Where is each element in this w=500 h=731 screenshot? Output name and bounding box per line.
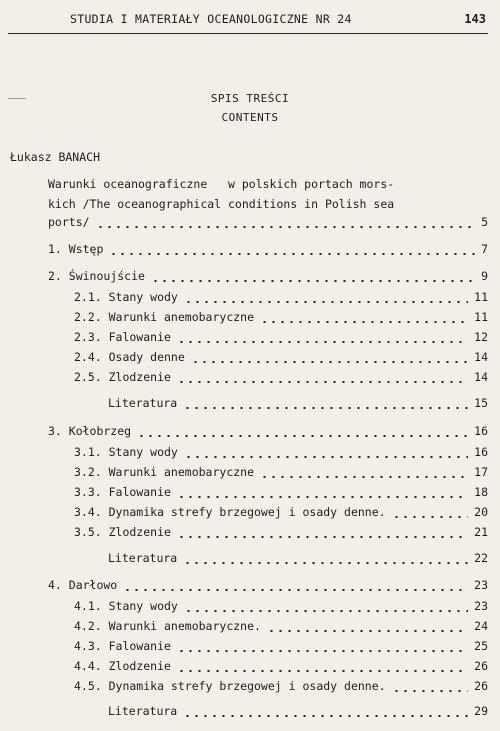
toc-entry-literatura [108,396,488,412]
article-title-line: kich /The oceanographical conditions in Polish sea [48,197,395,211]
dot-leader [267,630,468,632]
toc-entry-page: 22 [470,551,488,565]
dot-leader [191,361,468,363]
toc-entry-label: 3. Kołobrzeg [48,424,132,438]
toc-entry-label: 2. Świnoujście [48,269,145,283]
dot-leader [177,670,468,672]
toc-subsection [74,639,488,655]
dot-leader [392,516,468,518]
toc-entry-page: 9 [477,269,488,283]
toc-entry-page: 15 [470,396,488,410]
article-title-line: Warunki oceanograficzne w polskich portach mors- [48,177,395,191]
toc-entry-page: 11 [470,310,488,324]
toc-subsection [74,370,488,386]
toc-entry-label: 2.4. Osady denne [74,350,185,364]
dot-leader [137,435,468,437]
dot-leader [177,536,468,538]
dot-leader [96,226,475,228]
dot-leader [260,476,468,478]
toc-entry-label: 3.5. Zlodzenie [74,525,171,539]
dot-leader [392,690,468,692]
toc-entry-page: 7 [477,242,488,256]
toc-entry-page: 26 [470,679,488,693]
dot-leader [184,456,468,458]
toc-entry-label: Literatura [108,396,178,410]
toc-entry-label: 2.2. Warunki anemobaryczne [74,310,255,324]
article-page: 5 [477,215,488,229]
article-title-last-line [48,215,488,231]
toc-entry-label: 3.3. Falowanie [74,485,171,499]
dot-leader [151,280,475,282]
dot-leader [183,407,468,409]
toc-entry-page: 16 [470,445,488,459]
toc-entry-label: 2.5. Zlodzenie [74,370,171,384]
toc-section [48,578,488,594]
toc-subsection [74,465,488,481]
dot-leader [177,381,468,383]
toc-entry-page: 11 [470,290,488,304]
toc-entry-page: 17 [470,465,488,479]
toc-entry-page: 12 [470,330,488,344]
dot-leader [123,589,468,591]
toc-entry-page: 23 [470,578,488,592]
toc-subsection [74,290,488,306]
toc-entry-label: 2.3. Falowanie [74,330,171,344]
dot-leader [260,321,468,323]
toc-entry-literatura [108,551,488,567]
article-title [48,174,488,214]
dot-leader [177,496,468,498]
toc-entry-label: Literatura [108,704,178,718]
toc-entry-label: 4.2. Warunki anemobaryczne. [74,619,261,633]
toc-subsection [74,485,488,501]
toc-subsection [74,330,488,346]
dot-leader [184,610,468,612]
journal-header: STUDIA I MATERIAŁY OCEANOLOGICZNE NR 24 [70,12,352,26]
dot-leader [184,301,468,303]
toc-entry-label: 4.1. Stany wody [74,599,178,613]
toc-entry-label: 3.1. Stany wody [74,445,178,459]
toc-entry-page: 16 [470,424,488,438]
toc-subsection [74,505,488,521]
toc-entry-label: 4.5. Dynamika strefy brzegowej i osady denne. [74,679,386,693]
dot-leader [109,253,475,255]
dot-leader [183,715,468,717]
toc-subsection [74,445,488,461]
toc-entry-page: 29 [470,704,488,718]
toc-entry-page: 26 [470,659,488,673]
toc-entry-label: 4.4. Zlodzenie [74,659,171,673]
toc-subsection [74,350,488,366]
toc-entry-label: 1. Wstęp [48,242,104,256]
toc-title-polish: SPIS TREŚCI [210,92,290,105]
toc-entry-page: 14 [470,350,488,364]
toc-entry-label: Literatura [108,551,178,565]
toc-entry-page: 18 [470,485,488,499]
toc-entry-page: 21 [470,525,488,539]
toc-title-english: CONTENTS [221,111,279,124]
toc-entry-label: 3.2. Warunki anemobaryczne [74,465,255,479]
toc-subsection [74,659,488,675]
author-name: Łukasz BANACH [10,150,101,164]
dot-leader [183,562,468,564]
toc-entry-page: 24 [470,619,488,633]
toc-subsection [74,679,488,695]
toc-subsection [74,599,488,615]
toc-section [48,269,488,285]
toc-subsection [74,310,488,326]
toc-section [48,424,488,440]
toc-entry-page: 25 [470,639,488,653]
toc-entry-page: 14 [470,370,488,384]
article-title-line: ports/ [48,215,90,229]
toc-entry-label: 2.1. Stany wody [74,290,178,304]
header-rule [8,33,488,34]
toc-entry-label: 4.3. Falowanie [74,639,171,653]
toc-subsection [74,619,488,635]
dot-leader [177,341,468,343]
toc-entry-page: 23 [470,599,488,613]
toc-subsection [74,525,488,541]
toc-section [48,242,488,258]
toc-entry-literatura [108,704,488,720]
toc-entry-page: 20 [470,505,488,519]
toc-entry-label: 3.4. Dynamika strefy brzegowej i osady denne. [74,505,386,519]
toc-entry-label: 4. Darłowo [48,578,118,592]
dot-leader [177,650,468,652]
page-number: 143 [464,12,486,26]
